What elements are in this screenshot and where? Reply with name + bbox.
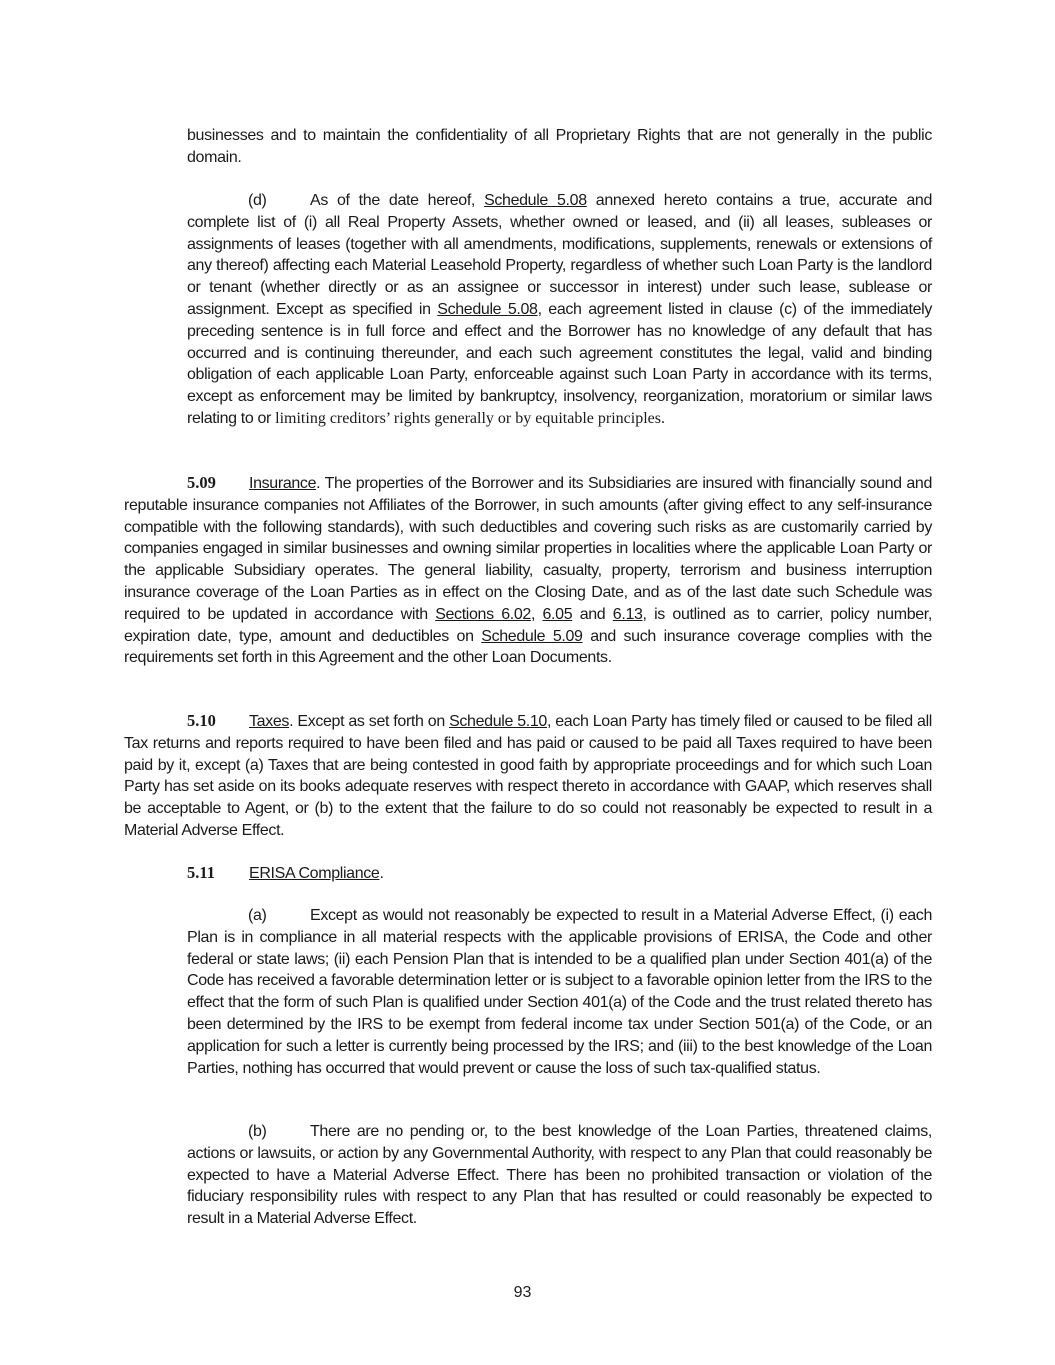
schedule-5-08-link[interactable]: Schedule 5.08 <box>484 192 587 209</box>
section-number: 5.09 <box>187 473 216 492</box>
section-5-11-heading: 5.11 ERISA Compliance. <box>187 863 384 882</box>
section-5-10: 5.10 Taxes. Except as set forth on Schedule 5.10, each Loan Party has timely filed or caused to be filed all Tax returns and reports required to have been filed and has paid or caused to be paid all Taxes required to have been paid by it, except (a) Taxes that are being contested in good faith by appropriate proceedings and for which such Loan Party has set aside on its books adequate reserves with respect thereto in accordance with GAAP, which reserves shall be acceptable to Agent, or (b) to the extent that the failure to do so could not reasonably be expected to result in a Material Adverse Effect. <box>124 711 932 839</box>
continuation-paragraph: businesses and to maintain the confidentiality of all Proprietary Rights that are not generally in the public domain. <box>187 127 932 166</box>
paragraph-d: (d) As of the date hereof, Schedule 5.08 annexed hereto contains a true, accurate and complete list of (i) all Real Property Assets, whether owned or leased, and (ii) all leases, subleases or assignments of leases (together with all amendments, modifications, supplements, renewals or extensions of any thereof) affecting each Material Leasehold Property, regardless of whether such Loan Party is the landlord or tenant (whether directly or as an assignee or successor in interest) under such lease, sublease or assignment. Except as specified in Schedule 5.08, each agreement listed in clause (c) of the immediately preceding sentence is in full force and effect and the Borrower has no knowledge of any default that has occurred and is continuing thereunder, and each such agreement constitutes the legal, valid and binding obligation of each applicable Loan Party, enforceable against such Loan Party in accordance with its terms, except as enforcement may be limited by bankruptcy, insolvency, reorganization, moratorium or similar laws relating to or limiting creditors’ rights generally or by equitable principles. <box>187 192 932 427</box>
section-5-09: 5.09 Insurance. The properties of the Borrower and its Subsidiaries are insured with financially sound and reputable insurance companies not Affiliates of the Borrower, in such amounts (after giving effect to any self-insurance compatible with the following standards), with such deductibles and covering such risks as are customarily carried by companies engaged in similar businesses and owning similar properties in localities where the applicable Loan Party or the applicable Subsidiary operates. The general liability, casualty, property, terrorism and business interruption insurance coverage of the Loan Parties as in effect on the Closing Date, and as of the last date such Schedule was required to be updated in accordance with Sections 6.02, 6.05 and 6.13, is outlined as to carrier, policy number, expiration date, type, amount and deductibles on Schedule 5.09 and such insurance coverage complies with the requirements set forth in this Agreement and the other Loan Documents. <box>124 473 932 667</box>
section-number: 5.10 <box>187 711 216 730</box>
section-title: Insurance <box>249 475 317 492</box>
section-6-05-link[interactable]: 6.05 <box>542 605 573 623</box>
section-title: Taxes <box>249 713 290 730</box>
page-number: 93 <box>513 1284 532 1301</box>
sections-6-02-link[interactable]: Sections 6.02 <box>435 605 531 623</box>
section-6-13-link[interactable]: 6.13 <box>612 605 643 623</box>
section-title: ERISA Compliance <box>249 865 380 882</box>
schedule-5-08-link-2[interactable]: Schedule 5.08 <box>437 300 538 318</box>
paragraph-label: (d) <box>248 192 267 209</box>
paragraph-label: (b) <box>248 1123 267 1140</box>
paragraph-a: (a) Except as would not reasonably be expected to result in a Material Adverse Effect, (i) each Plan is in compliance in all material respects with the applicable provisions of ERISA, the Code and other federal or state laws; (ii) each Pension Plan that is intended to be a qualified plan under Section 401(a) of the Code has received a favorable determination letter or is subject to a favorable opinion letter from the IRS to the effect that the form of such Plan is qualified under Section 401(a) of the Code and the trust related thereto has been determined by the IRS to be exempt from federal income tax under Section 501(a) of the Code, or an application for such a letter is currently being processed by the IRS; and (iii) to the best knowledge of the Loan Parties, nothing has occurred that would prevent or cause the loss of such tax-qualified status. <box>187 907 932 1077</box>
paragraph-b: (b) There are no pending or, to the best knowledge of the Loan Parties, threatened claims, actions or lawsuits, or action by any Governmental Authority, with respect to any Plan that could reasonably be expected to have a Material Adverse Effect. There has been no prohibited transaction or violation of the fiduciary responsibility rules with respect to any Plan that has resulted or could reasonably be expected to result in a Material Adverse Effect. <box>187 1123 932 1228</box>
schedule-5-09-link[interactable]: Schedule 5.09 <box>481 627 583 645</box>
schedule-5-10-link[interactable]: Schedule 5.10 <box>449 713 547 730</box>
section-number: 5.11 <box>187 863 215 882</box>
paragraph-label: (a) <box>248 907 267 924</box>
